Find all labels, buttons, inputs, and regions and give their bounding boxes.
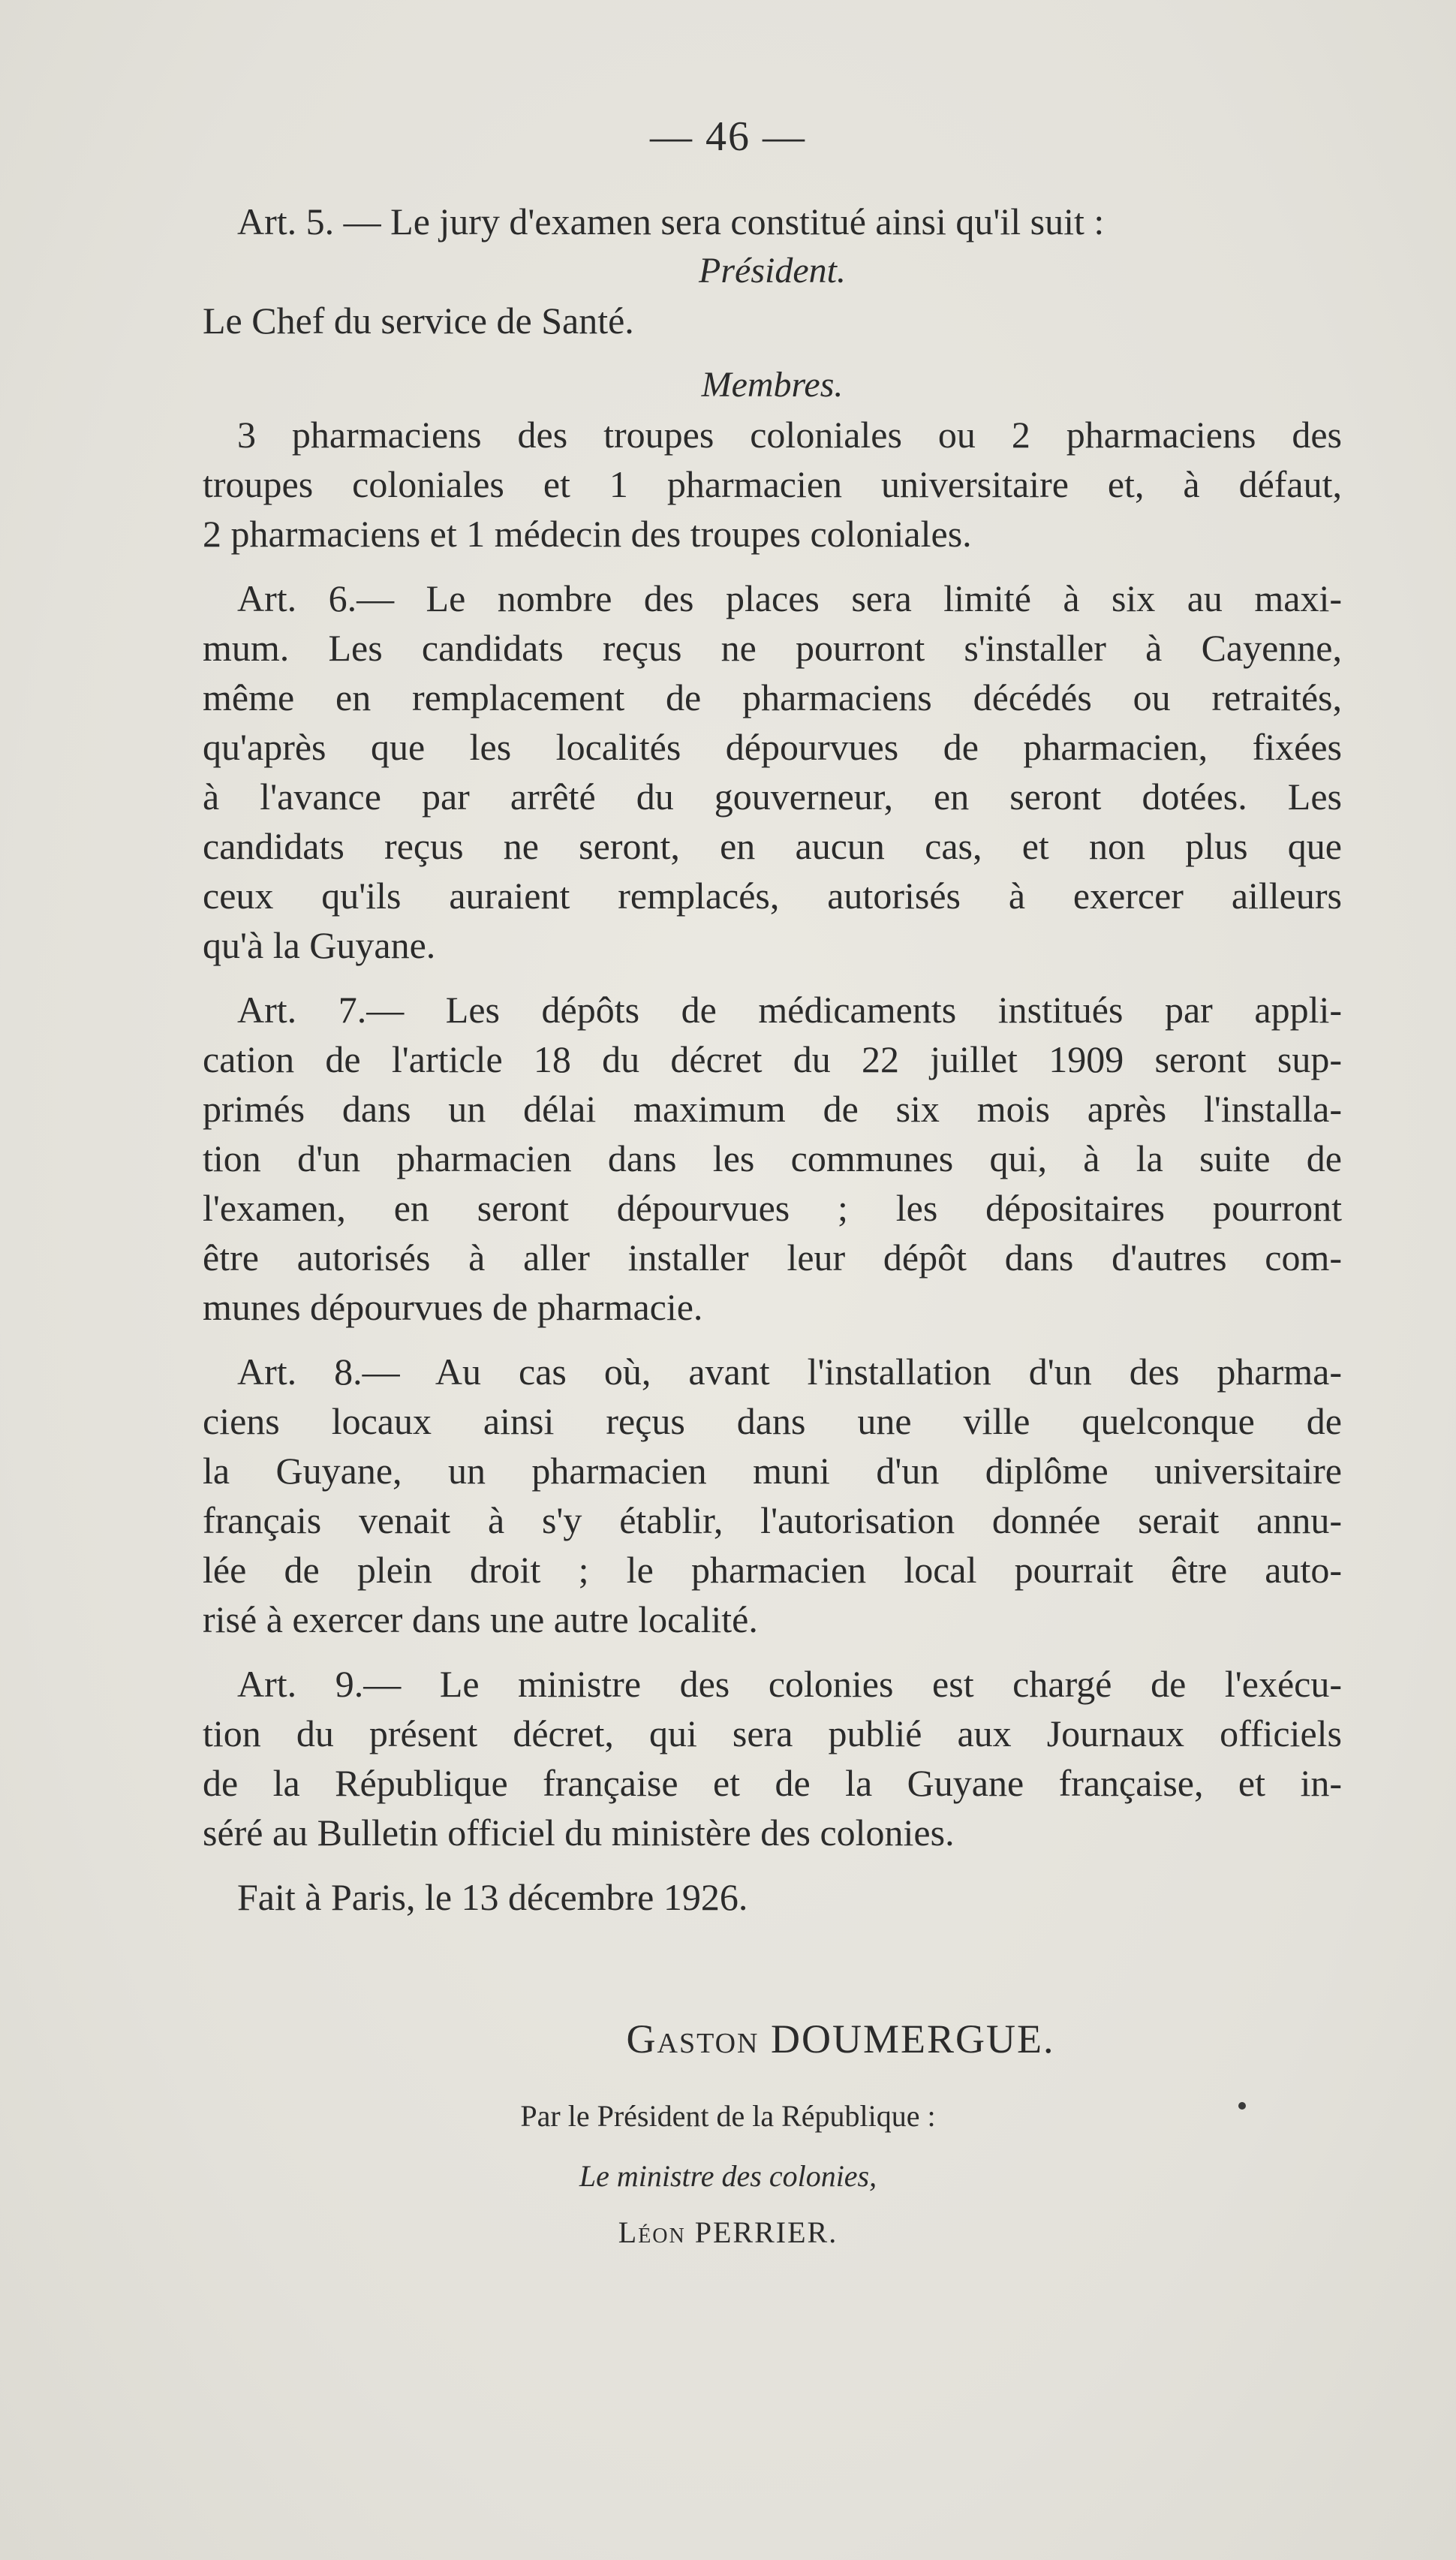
text-line: l'examen, en seront dépourvues ; les dépositaires pourront <box>203 1187 1342 1229</box>
signature-par-le-president: Par le Président de la République : <box>520 2099 936 2133</box>
text-line: Fait à Paris, le 13 décembre 1926. <box>237 1876 748 1918</box>
ink-speck <box>1238 2102 1246 2110</box>
text-line: lée de plein droit ; le pharmacien local pourrait être auto- <box>203 1549 1342 1591</box>
text-line: munes dépourvues de pharmacie. <box>203 1286 703 1328</box>
paragraph-gap <box>203 1332 1342 1347</box>
text-line: à l'avance par arrêté du gouverneur, en seront dotées. Les <box>203 776 1342 818</box>
text-line: risé à exercer dans une autre localité. <box>203 1598 758 1640</box>
signature-name <box>0 2016 1456 2062</box>
signature-minister-name: Léon PERRIER. <box>618 2215 838 2249</box>
text-line: Le Chef du service de Santé. <box>203 300 634 342</box>
signature-last-name: DOUMERGUE. <box>770 2016 1055 2062</box>
paragraph-gap <box>203 1857 1342 1872</box>
signature-minister-role: Le ministre des colonies, <box>579 2159 877 2193</box>
text-line: Art. 8.— Au cas où, avant l'installation d'un des pharma- <box>237 1351 1342 1393</box>
text-line: tion d'un pharmacien dans les communes qui, à la suite de <box>203 1137 1342 1179</box>
text-line: la Guyane, un pharmacien muni d'un diplôme universitaire <box>203 1450 1342 1492</box>
text-line: Art. 6.— Le nombre des places sera limité à six au maxi- <box>237 577 1342 619</box>
text-line: même en remplacement de pharmaciens décédés ou retraités, <box>203 676 1342 718</box>
text-line: Art. 5. — Le jury d'examen sera constitué ainsi qu'il suit : <box>237 200 1105 242</box>
paragraph-gap <box>203 1644 1342 1659</box>
body-text <box>203 197 1342 1922</box>
text-line: 2 pharmaciens et 1 médecin des troupes coloniales. <box>203 513 972 555</box>
text-line: ceux qu'ils auraient remplacés, autorisés à exercer ailleurs <box>203 875 1342 917</box>
text-line: primés dans un délai maximum de six mois après l'installa- <box>203 1088 1342 1130</box>
text-line: mum. Les candidats reçus ne pourront s'installer à Cayenne, <box>203 627 1342 669</box>
paragraph-gap <box>203 345 1342 360</box>
text-line: cation de l'article 18 du décret du 22 juillet 1909 seront sup- <box>203 1038 1342 1080</box>
text-line: qu'à la Guyane. <box>203 924 436 966</box>
text-line: français venait à s'y établir, l'autorisation donnée serait annu- <box>203 1499 1342 1541</box>
text-line: qu'après que les localités dépourvues de pharmacien, fixées <box>203 726 1342 768</box>
text-line: séré au Bulletin officiel du ministère des colonies. <box>203 1812 955 1854</box>
paragraph-gap <box>203 970 1342 985</box>
signature-first-name: Gaston <box>626 2016 760 2062</box>
text-line: ciens locaux ainsi reçus dans une ville quelconque de <box>203 1400 1342 1442</box>
text-line: troupes coloniales et 1 pharmacien universitaire et, à défaut, <box>203 463 1342 505</box>
text-line: Art. 7.— Les dépôts de médicaments institués par appli- <box>237 989 1342 1031</box>
text-line: Président. <box>699 251 846 291</box>
text-line: 3 pharmaciens des troupes coloniales ou 2 pharmaciens des <box>237 414 1342 456</box>
paragraph-gap <box>203 559 1342 574</box>
page-number: — 46 — <box>650 113 806 160</box>
text-line: tion du présent décret, qui sera publié aux Journaux officiels <box>203 1712 1342 1754</box>
text-line: Membres. <box>701 365 844 405</box>
text-line: de la République française et de la Guyane française, et in- <box>203 1762 1342 1804</box>
text-line: Art. 9.— Le ministre des colonies est chargé de l'exécu- <box>237 1663 1342 1705</box>
text-line: candidats reçus ne seront, en aucun cas, et non plus que <box>203 825 1342 867</box>
text-line: être autorisés à aller installer leur dépôt dans d'autres com- <box>203 1236 1342 1278</box>
